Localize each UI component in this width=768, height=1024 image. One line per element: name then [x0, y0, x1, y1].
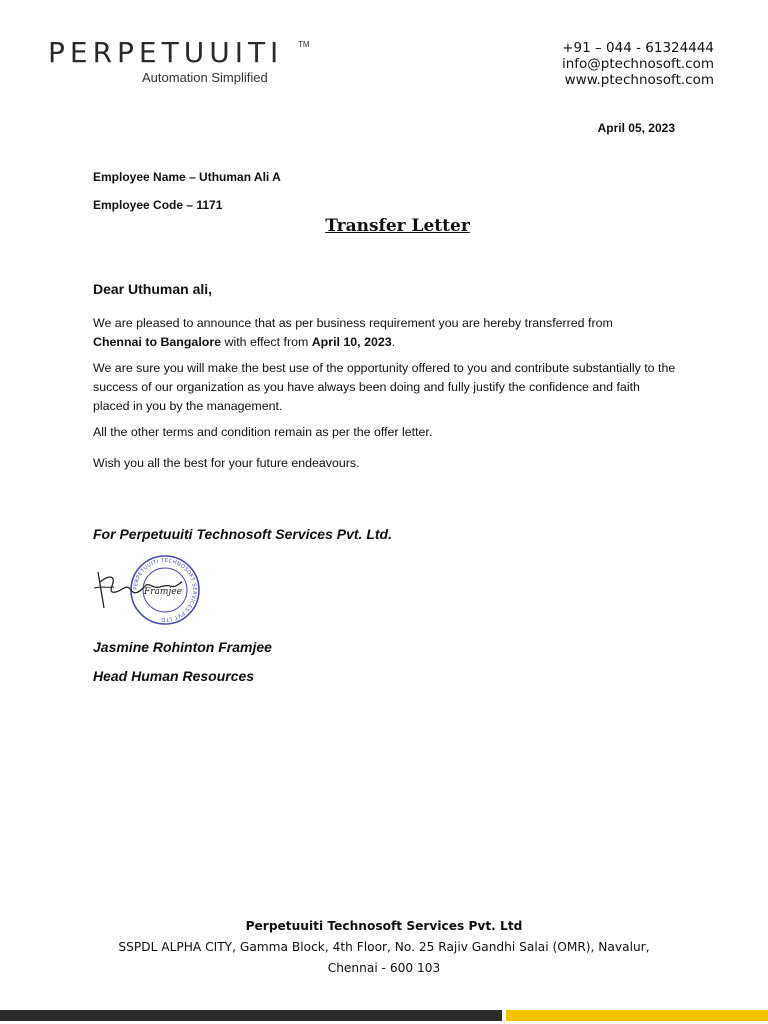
salutation: Dear Uthuman ali,: [93, 281, 213, 297]
paragraph-transfer: [93, 314, 678, 352]
logo-trademark: TM: [298, 40, 310, 49]
transfer-intro: We are pleased to announce that as per business requirement you are hereby transferred from: [93, 316, 613, 330]
logo-tagline: Automation Simplified: [142, 70, 268, 85]
transfer-effective-date: April 10, 2023: [311, 335, 392, 349]
contact-email: info@ptechnosoft.com: [561, 56, 714, 72]
stamp-text: PERPETUUITI TECHNOSOFT SERVICES PVT LTD: [132, 557, 198, 623]
letter-title: Transfer Letter: [325, 216, 470, 236]
employee-name: Employee Name – Uthuman Ali A: [93, 170, 281, 184]
transfer-period: .: [391, 335, 396, 349]
footer-address-line-2: Chennai - 600 103: [327, 961, 441, 975]
footer-bar-dark: [0, 1010, 502, 1021]
footer-bar-yellow: [506, 1010, 768, 1021]
signature-stamp: [92, 552, 202, 628]
employee-code: Employee Code – 1171: [93, 198, 223, 212]
transfer-route: Chennai to Bangalore: [93, 335, 222, 349]
signer-name: Jasmine Rohinton Framjee: [93, 639, 272, 655]
company-logo: [48, 36, 318, 88]
signer-role: Head Human Resources: [93, 668, 255, 684]
for-company-line: For Perpetuuiti Technosoft Services Pvt. Ltd.: [93, 526, 392, 542]
footer-address-block: [0, 916, 768, 979]
transfer-effect-text: with effect from: [221, 335, 312, 349]
footer-address-line-1: SSPDL ALPHA CITY, Gamma Block, 4th Floor, No. 25 Rajiv Gandhi Salai (OMR), Navalur,: [118, 940, 650, 954]
paragraph-wishes: Wish you all the best for your future endeavours.: [93, 456, 360, 470]
contact-block: [562, 40, 714, 88]
logo-wordmark: PERPETUUITI: [48, 36, 284, 69]
contact-phone: +91 – 044 - 61324444: [562, 40, 714, 56]
contact-website: www.ptechnosoft.com: [564, 72, 714, 88]
paragraph-encouragement: We are sure you will make the best use of the opportunity offered to you and contribute substantially to the success of our organization as you have always been doing and fully justify the confidence and faith placed in you by the management.: [93, 361, 676, 413]
signature-scribble: Framjee: [144, 587, 182, 597]
letter-date: April 05, 2023: [597, 121, 675, 135]
paragraph-terms: All the other terms and condition remain as per the offer letter.: [93, 425, 433, 439]
footer-company-name: Perpetuuiti Technosoft Services Pvt. Ltd: [245, 919, 523, 933]
